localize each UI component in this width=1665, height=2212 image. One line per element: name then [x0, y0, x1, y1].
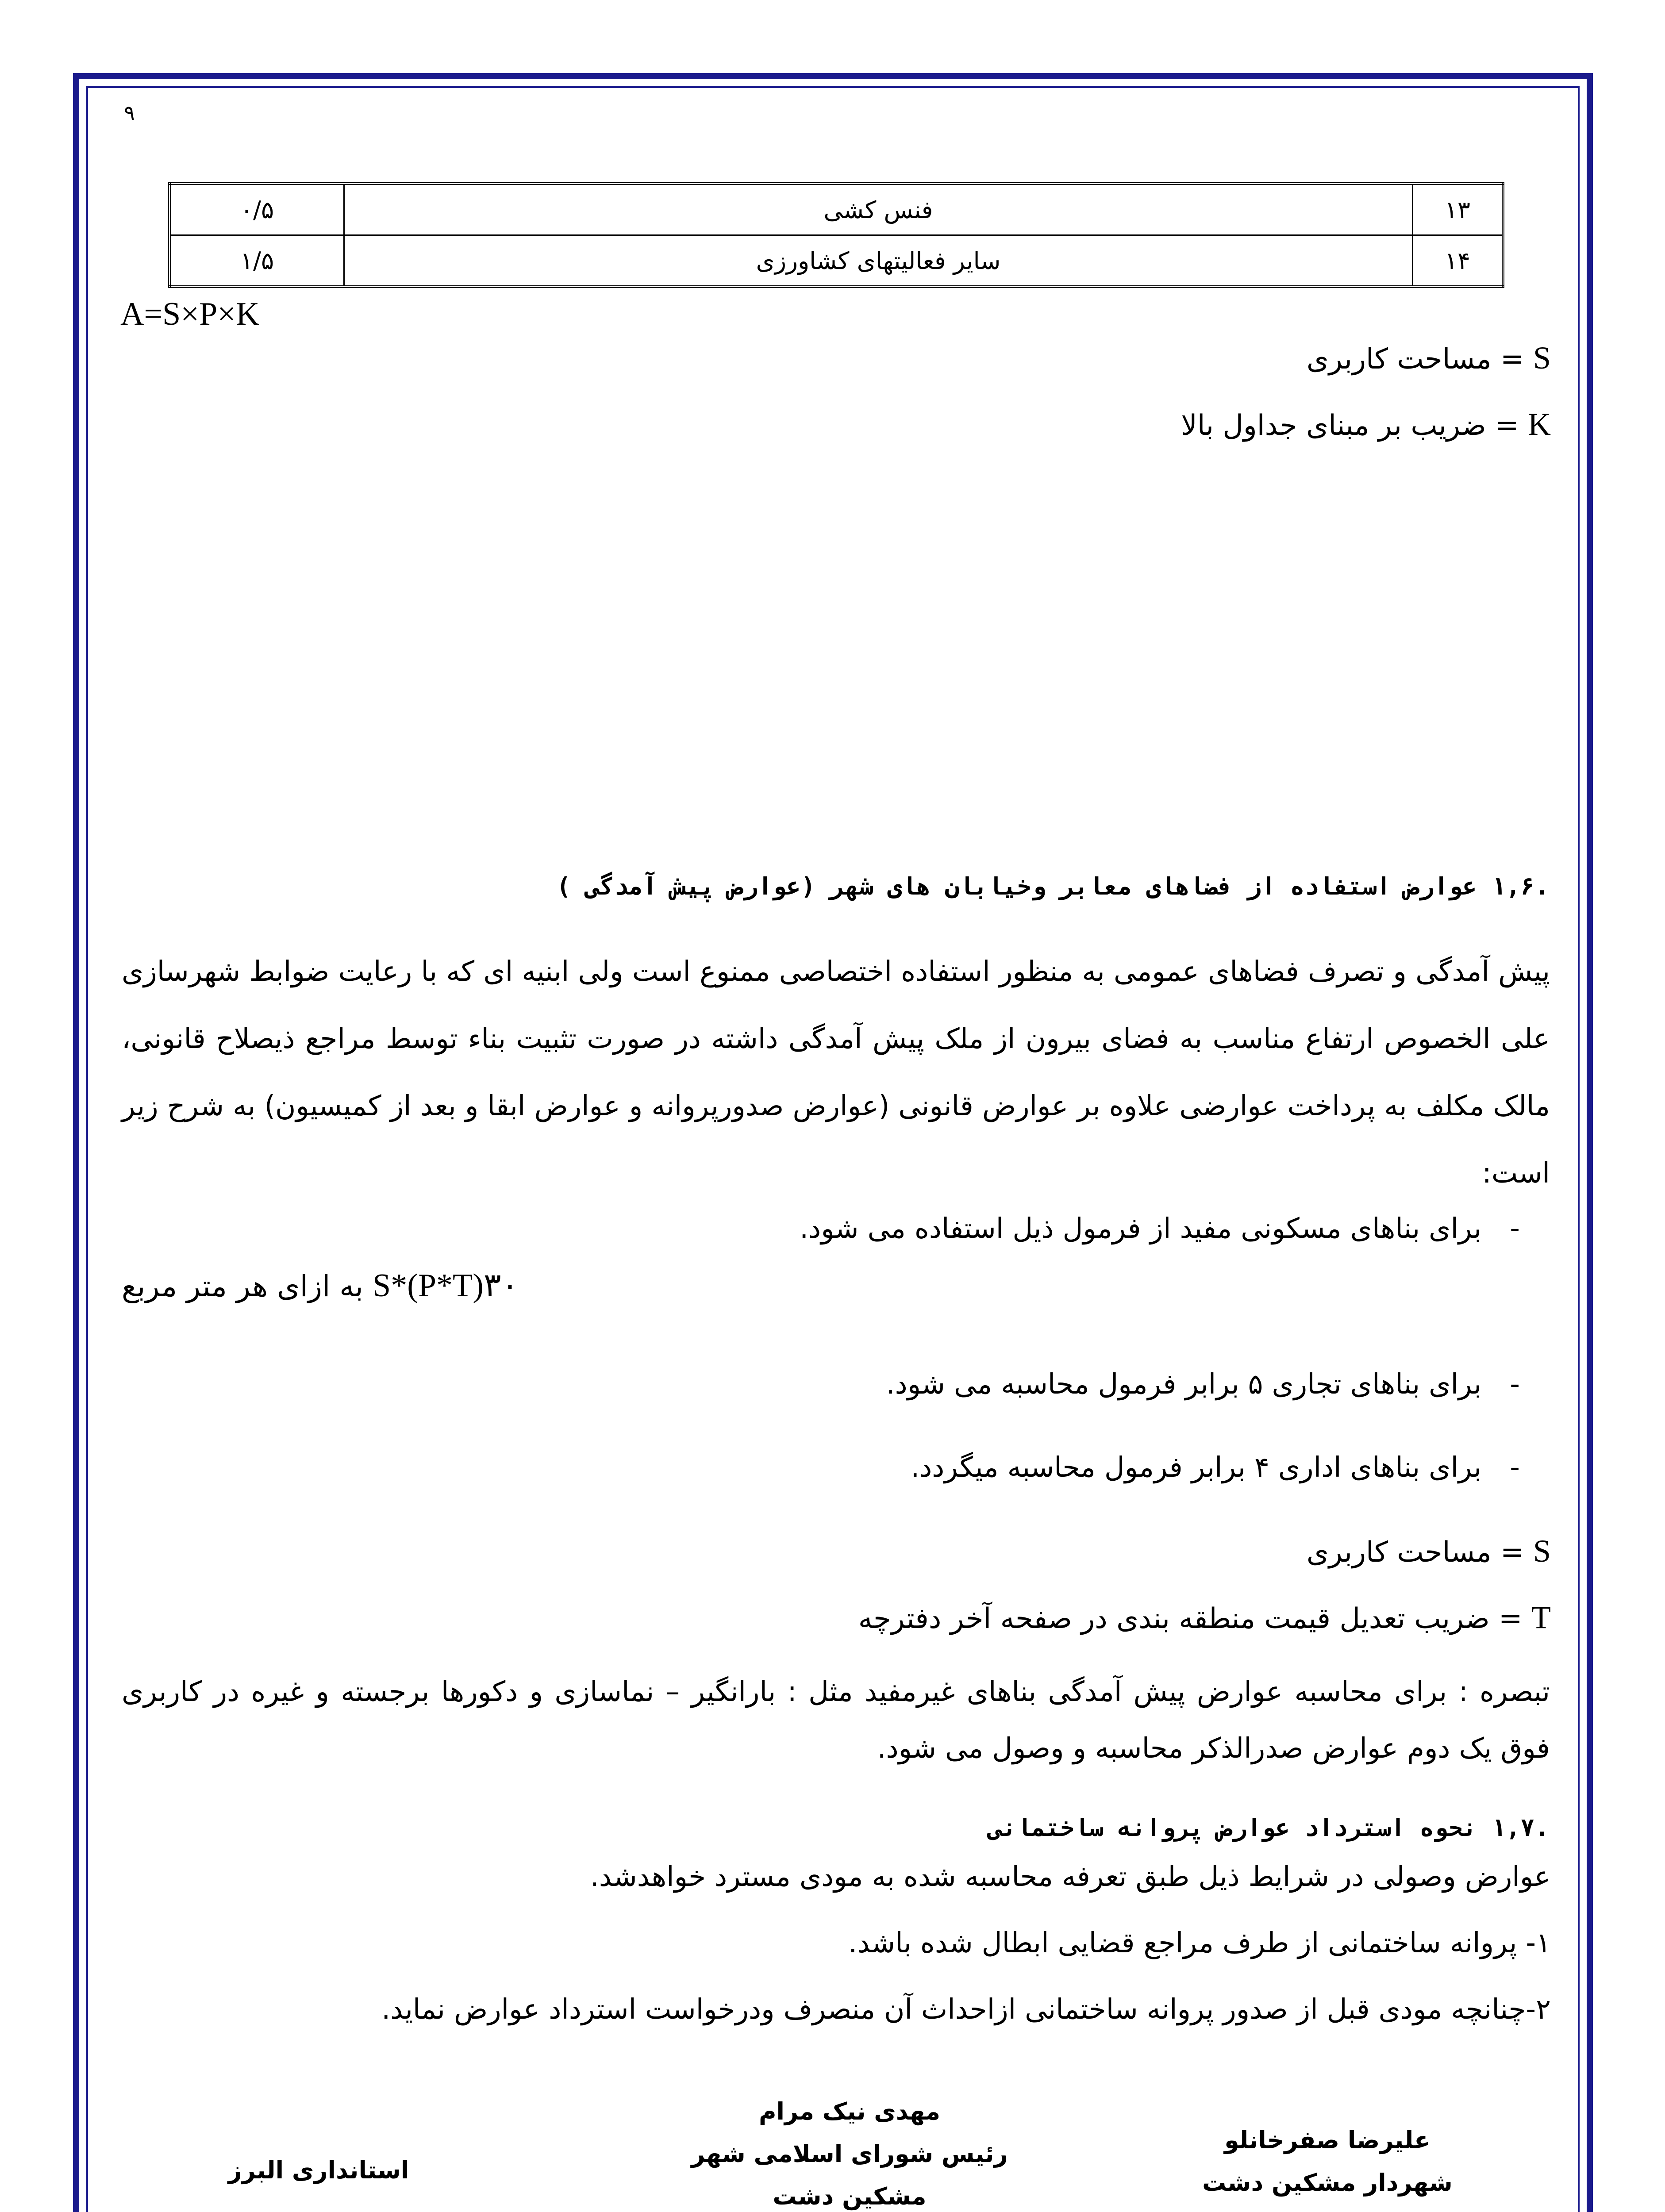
- table-row: [169, 235, 1503, 287]
- bullet-residential-text: برای بناهای مسکونی مفید از فرمول ذیل استفاده می شود.: [800, 1212, 1482, 1244]
- definition-t: [858, 1599, 1551, 1636]
- council-name: مهدی نیک مرام: [758, 2097, 941, 2125]
- bullet-office-text: برای بناهای اداری ۴ برابر فرمول محاسبه میگردد.: [911, 1451, 1482, 1483]
- bullet-residential: [800, 1212, 1520, 1244]
- row-activity: فنس کشی: [344, 184, 1413, 235]
- mayor-title: شهردار مشکین دشت: [1202, 2169, 1453, 2197]
- mayor-name: علیرضا صفرخانلو: [1224, 2126, 1430, 2154]
- council-title: رئیس شورای اسلامی شهر: [691, 2140, 1008, 2168]
- section-16-paragraph: پیش آمدگی و تصرف فضاهای عمومی به منظور استفاده اختصاصی ممنوع است ولی ابنیه ای که با رعایت ضوابط شهرسازی علی الخصوص ارتفاع مناسب به فضای بیرون از ملک پیش آمدگی داشته در صورت تثبیت بناء توسط مراجع ذیصلاح قانونی، مالک مکلف به پرداخت عوارضی علاوه بر عوارض قانونی (عوارض صدورپروانه و عوارض ابقا و بعد از کمیسیون) به شرح زیر است:: [122, 955, 1550, 1189]
- page-number: ۹: [124, 101, 135, 125]
- bullet-dash: -: [1510, 1451, 1520, 1483]
- table-row: [169, 184, 1503, 235]
- bullet-commercial: [886, 1368, 1520, 1400]
- row-activity: سایر فعالیتهای کشاورزی: [344, 235, 1413, 287]
- bullet-dash: -: [1510, 1368, 1520, 1400]
- symbol-s: S: [1533, 1533, 1551, 1569]
- formula-b: [122, 1266, 519, 1305]
- row-value: ۰/۵: [169, 184, 344, 235]
- section-16-heading: .۱,۶ عوارض استفاده از فضاهای معابر وخیابان های شهر (عوارض پیش آمدگی ): [556, 872, 1549, 900]
- definition-s2: [1307, 1533, 1551, 1570]
- note-paragraph: تبصره : برای محاسبه عوارض پیش آمدگی بناهای غیرمفید مثل : بارانگیر – نماسازی و دکورها برجسته و غیره در کاربری فوق یک دوم عوارض صدرالذکر محاسبه و وصول می شود.: [122, 1675, 1550, 1764]
- section-17-item-2: ۲-چنانچه مودی قبل از صدور پروانه ساختمانی ازاحداث آن منصرف ودرخواست استرداد عوارض نماید.: [381, 1993, 1551, 2025]
- definition-s-text: = مساحت کاربری: [1306, 343, 1533, 376]
- definition-k-text: = ضریب بر مبنای جداول بالا: [1181, 409, 1528, 442]
- bullet-office: [911, 1451, 1520, 1483]
- symbol-t: T: [1531, 1600, 1551, 1635]
- signature-council: [690, 2090, 1009, 2212]
- row-number: ۱۴: [1413, 235, 1503, 287]
- rates-table: [168, 182, 1504, 288]
- signature-mayor: [1186, 2119, 1469, 2204]
- row-value: ۱/۵: [169, 235, 344, 287]
- definition-t-text: = ضریب تعدیل قیمت منطقه بندی در صفحه آخر دفترچه: [858, 1602, 1532, 1635]
- symbol-k: K: [1528, 407, 1551, 442]
- council-city: مشکین دشت: [773, 2182, 927, 2210]
- bullet-dash: -: [1510, 1212, 1520, 1244]
- definition-s: [1307, 340, 1551, 376]
- section-17-item-1: ۱- پروانه ساختمانی از طرف مراجع قضایی ابطال شده باشد.: [848, 1927, 1551, 1959]
- section-17-intro: عوارض وصولی در شرایط ذیل طبق تعرفه محاسبه شده به مودی مسترد خواهدشد.: [590, 1860, 1551, 1893]
- section-17-heading: .۱,۷ نحوه استرداد عوارض پروانه ساختمانی: [988, 1814, 1549, 1842]
- symbol-s: S: [1533, 340, 1551, 376]
- bullet-commercial-text: برای بناهای تجاری ۵ برابر فرمول محاسبه می شود.: [886, 1368, 1482, 1400]
- formula-b-expression: ۳۰(P*T)*S: [373, 1267, 519, 1304]
- definition-k: [1181, 406, 1551, 443]
- row-number: ۱۳: [1413, 184, 1503, 235]
- definition-s2-text: = مساحت کاربری: [1306, 1536, 1533, 1569]
- formula-a: A=S×P×K: [120, 296, 260, 332]
- signature-governorate: استانداری البرز: [228, 2156, 409, 2184]
- formula-b-text: به ازای هر متر مربع: [122, 1269, 373, 1303]
